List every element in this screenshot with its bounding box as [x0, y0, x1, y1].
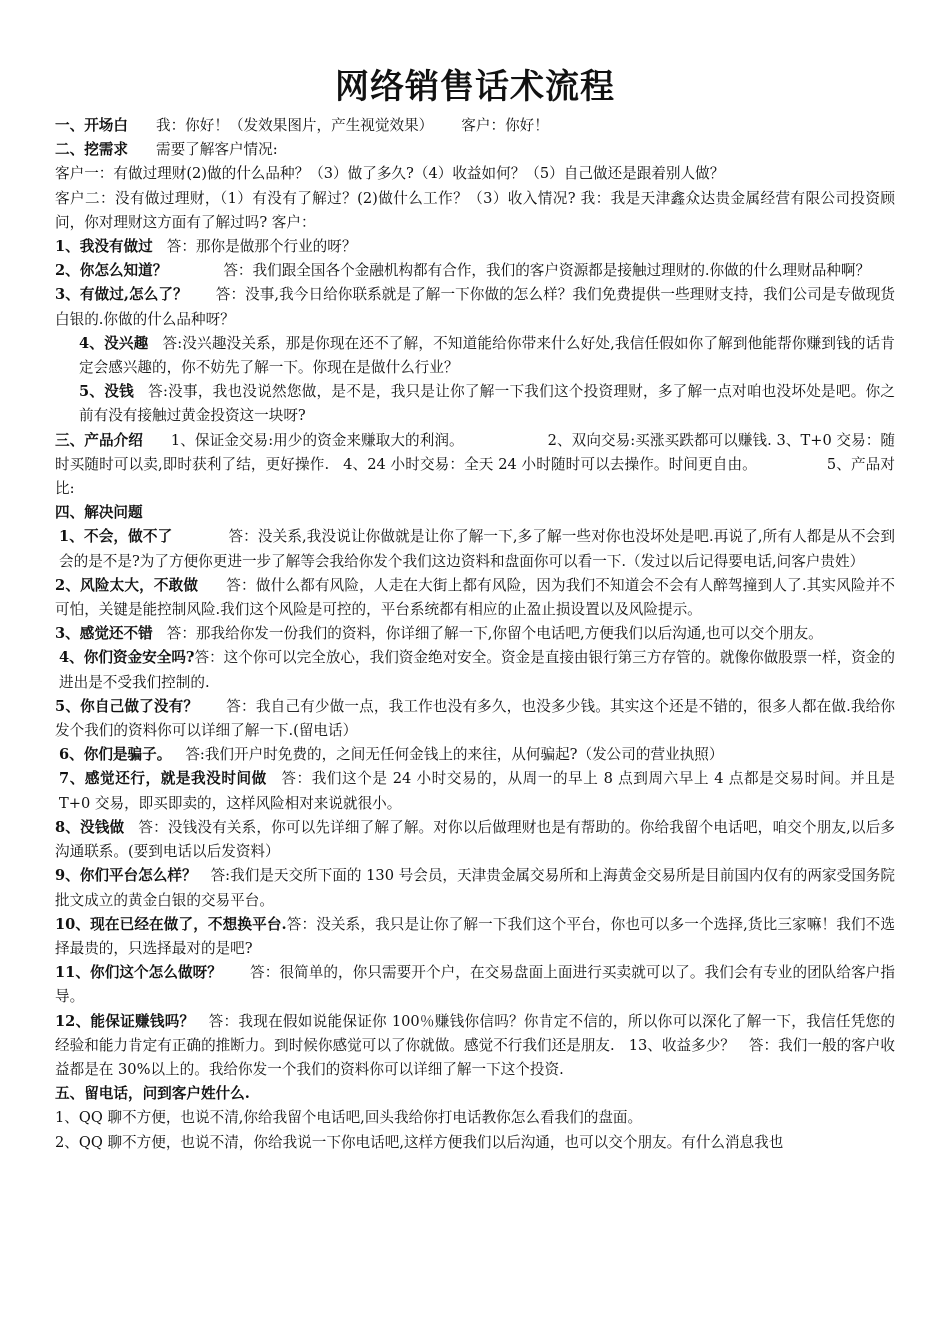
problem-item [55, 622, 895, 646]
problem-answer: 答:我们是天交所下面的 130 号会员，天津贵金属交易所和上海黄金交易所是目前国内仅有的两家受国务院批文成立的黄金白银的交易平台。 [55, 867, 895, 909]
problem-item [55, 525, 895, 573]
problem-question: 3、感觉还不错 [55, 625, 153, 643]
problem-answer: 答：没关系，我只是让你了解一下我们这个平台，你也可以多一个选择,货比三家嘛！我们不选择最贵的，只选择最对的是吧? [55, 915, 895, 957]
problem-answer: 答：没钱没有关系，你可以先详细了解了解。对你以后做理财也是有帮助的。你给我留个电话吧，咱交个朋友,以后多沟通联系。(要到电话以后发资料） [55, 818, 895, 861]
opening-section [55, 114, 895, 138]
problem-answer: 答：我现在假如说能保证你 100％赚钱你信吗？你肯定不信的，所以你可以深化了解一下，我信任凭您的经验和能力肯定有正确的推断力。到时候你感觉可以了你就做。感觉不行我们还是朋友. [55, 1012, 895, 1054]
problem-answer: 答：那我给你发一份我们的资料，你详细了解一下,你留个电话吧,方便我们以后沟通,也可以交个朋友。 [166, 625, 823, 643]
problem-answer: 答：这个你可以完全放心，我们资金绝对安全。资金是直接由银行第三方存管的。就像你做股票一样，资金的进出是不受我们控制的. [59, 649, 895, 691]
needs-answer: 答:没事，我也没说然您做，是不是，我只是让你了解一下我们这个投资理财，多了解一点对咱也没坏处是吧。你之前有没有接触过黄金投资这一块呀? [79, 383, 896, 425]
problems-heading: 四、解决问题 [55, 504, 143, 522]
problem-answer: 答：我自己有少做一点，我工作也没有多久，也没多少钱。其实这个还是不错的，很多人都在做.我给你发个我们的资料你可以详细了解一下.(留电话） [55, 697, 895, 740]
problem-item [55, 1010, 895, 1083]
needs-client2: 客户二：没有做过理财，（1）有没有了解过？(2)做什么工作？（3）收入情况? 我：我是天津鑫众达贵金属经营有限公司投资顾问，你对理财这方面有了解过吗? 客户： [55, 189, 895, 231]
problem-item [55, 743, 895, 767]
product-heading: 三、产品介绍 [55, 431, 143, 449]
document-title: 网络销售话术流程 [335, 67, 615, 107]
problem-question: 1、不会，做不了 [59, 528, 173, 546]
product-point: 3、T+0 交易：随时买随时可以卖,即时获利了结，更好操作. [55, 431, 895, 473]
problem-question: 7、感觉还行，就是我没时间做 [59, 770, 267, 788]
problem-item [55, 816, 895, 864]
problem-item [55, 646, 895, 694]
opening-heading: 一、开场白 [55, 117, 128, 134]
needs-intro: 需要了解客户情况: [155, 141, 278, 159]
needs-item [55, 283, 895, 331]
problem-answer: 答：没关系,我没说让你做就是让你了解一下,多了解一些对你也没坏处是吧.再说了,所有人都是从不会到会的是不是?为了方便你更进一步了解等会我给你发个我们这边资料和盘面你可以看一下.（发过以后记得要电话,问客户贵姓） [59, 528, 895, 570]
needs-answer: 答：没事,我今日给你联系就是了解一下你做的怎么样？我们免费提供一些理财支持，我们公司是专做现货白银的.你做的什么品种呀？ [55, 286, 895, 328]
problem-question: 4、你们资金安全吗? [59, 649, 195, 667]
needs-question: 2、你怎么知道？ [55, 262, 168, 280]
phone-heading: 五、留电话，问到客户姓什么. [55, 1085, 250, 1103]
product-section [55, 429, 895, 502]
phone-item: 2、QQ 聊不方便，也说不清，你给我说一下你电话吧,这样方便我们以后沟通，也可以交个朋友。有什么消息我也 [55, 1133, 784, 1151]
needs-answer: 答：那你是做那个行业的呀？ [166, 238, 357, 256]
problem-item [55, 767, 895, 815]
needs-item [55, 259, 895, 283]
needs-item [55, 380, 895, 428]
needs-heading-line [55, 138, 895, 162]
product-point: 2、双向交易:买涨买跌都可以赚钱. [547, 431, 772, 449]
problem-question: 9、你们平台怎么样？ [55, 867, 197, 885]
problem-question: 2、风险太大，不敢做 [55, 576, 199, 594]
needs-heading: 二、挖需求 [55, 141, 128, 159]
problem-item [55, 695, 895, 743]
problem-answer: 答：很简单的，你只需要开个户，在交易盘面上面进行买卖就可以了。我们会有专业的团队给客户指导。 [55, 964, 896, 1006]
problem-question: 10、现在已经在做了，不想换平台. [55, 915, 287, 933]
problem-answer: 答:我们开户时免费的，之间无任何金钱上的来往，从何骗起?（发公司的营业执照） [185, 746, 724, 764]
needs-answer: 答：我们跟全国各个金融机构都有合作，我们的客户资源都是接触过理财的.你做的什么理财品种啊？ [223, 262, 871, 280]
problem-answer: 答：我们这个是 24 小时交易的，从周一的早上 8 点到周六早上 4 点都是交易时间。并且是 T+0 交易，即买即卖的，这样风险相对来说就很小。 [59, 770, 896, 812]
opening-text: 我：你好！（发效果图片，产生视觉效果） [155, 117, 434, 134]
needs-answer: 答:没兴趣没关系，那是你现在还不了解，不知道能给你带来什么好处,我信任假如你了解到他能帮你赚到钱的话肯定会感兴趣的，你不妨先了解一下。你现在是做什么行业？ [79, 334, 896, 377]
problem-question: 8、没钱做 [55, 818, 125, 836]
phone-item: 1、QQ 聊不方便，也说不清,你给我留个电话吧,回头我给你打电话教你怎么看我们的盘面。 [55, 1109, 643, 1127]
needs-question: 3、有做过,怎么了？ [55, 286, 188, 304]
needs-client1: 客户一：有做过理财(2)做的什么品种？（3）做了多久?（4）收益如何？（5）自己做还是跟着别人做？ [55, 165, 725, 183]
needs-question: 4、没兴趣 [79, 334, 149, 352]
product-point: 4、24 小时交易：全天 24 小时随时可以去操作。时间更自由。 [343, 455, 757, 473]
needs-item [55, 235, 895, 259]
problem-item [55, 574, 895, 622]
problem-question: 5、你自己做了没有？ [55, 697, 199, 715]
problem-answer: 答：做什么都有风险，人走在大街上都有风险，因为我们不知道会不会有人醉驾撞到人了.其实风险并不可怕，关键是能控制风险.我们这个风险是可控的，平台系统都有相应的止盈止损设置以及风险提示。 [55, 576, 895, 619]
problem-item [55, 961, 895, 1009]
opening-reply: 客户：你好！ [461, 117, 549, 134]
problem-item [55, 864, 895, 912]
product-point: 5、产品对比: [55, 455, 895, 498]
problem-question: 12、能保证赚钱吗？ [55, 1012, 195, 1030]
needs-item [55, 332, 895, 380]
problem-question: 6、你们是骗子。 [59, 746, 172, 764]
problem-question-13: 13、收益多少？ [628, 1036, 735, 1054]
problem-item [55, 913, 895, 961]
needs-question: 1、我没有做过 [55, 238, 153, 256]
problem-question: 11、你们这个怎么做呀？ [55, 964, 222, 982]
needs-question: 5、没钱 [79, 383, 134, 401]
product-point: 1、保证金交易:用少的资金来赚取大的利润。 [170, 431, 464, 449]
problem-answer-13: 答：我们一般的客户收益都是在 30%以上的。我给你发一个我们的资料你可以详细了解一下这个投资. [55, 1036, 895, 1078]
